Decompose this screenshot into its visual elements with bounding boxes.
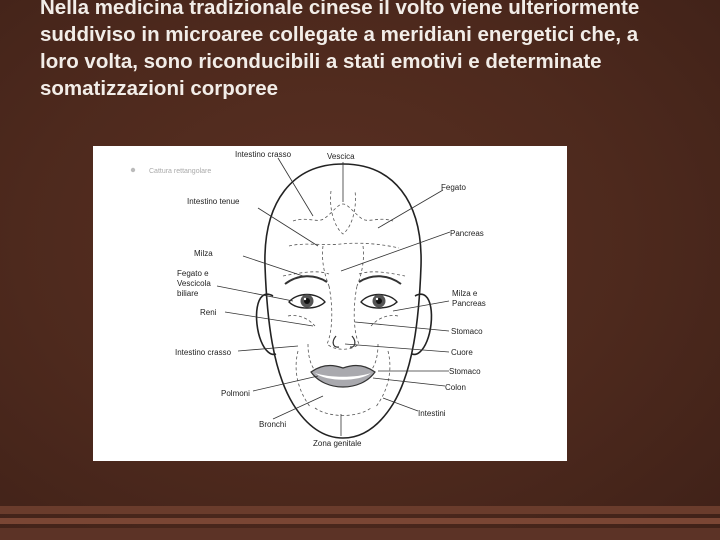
leader-lines [217, 158, 450, 436]
organ-labels [175, 150, 486, 448]
slide-title: Nella medicina tradizionale cinese il volto viene ulteriormente suddiviso in microaree collegate a meridiani energetici che, a loro volta, sono riconducibili a stati emotivi e determinate somatizzazioni corporee [40, 0, 640, 100]
label-milza: Milza [194, 249, 213, 258]
decorative-stripe [0, 506, 720, 514]
right-eyebrow [359, 276, 401, 284]
left-eyebrow [285, 276, 327, 284]
right-ear [412, 294, 431, 354]
face-map-diagram [93, 146, 567, 461]
label-intestini: Intestini [418, 409, 446, 418]
decorative-stripe [0, 518, 720, 524]
label-bronchi: Bronchi [259, 420, 287, 429]
decorative-stripe [0, 528, 720, 540]
capture-tool-overlay [131, 168, 212, 175]
label-fegato-vescicola-1: Fegato e [177, 269, 209, 278]
label-stomaco-top: Stomaco [451, 327, 483, 336]
label-intestino-crasso-bottom: Intestino crasso [175, 348, 232, 357]
nose [333, 336, 355, 347]
label-polmoni: Polmoni [221, 389, 250, 398]
face-map-figure [93, 146, 567, 461]
label-reni: Reni [200, 308, 217, 317]
label-fegato-vescicola-2: Vescicola [177, 279, 211, 288]
label-fegato-vescicola-3: biliare [177, 289, 199, 298]
label-intestino-tenue: Intestino tenue [187, 197, 240, 206]
label-stomaco-bottom: Stomaco [449, 367, 481, 376]
label-milza-pancreas-2: Pancreas [452, 299, 486, 308]
left-eye [289, 295, 325, 309]
mouth [311, 366, 375, 388]
label-zona-genitale: Zona genitale [313, 439, 362, 448]
label-cuore: Cuore [451, 348, 473, 357]
label-pancreas: Pancreas [450, 229, 484, 238]
capture-tool-label: Cattura rettangolare [149, 168, 212, 175]
label-milza-pancreas-1: Milza e [452, 289, 478, 298]
right-eye [361, 295, 397, 309]
capture-tool-icon [131, 168, 135, 172]
label-colon: Colon [445, 383, 466, 392]
label-intestino-crasso-top: Intestino crasso [235, 150, 292, 159]
label-fegato: Fegato [441, 183, 466, 192]
label-vescica: Vescica [327, 152, 355, 161]
face-outline [265, 164, 421, 438]
